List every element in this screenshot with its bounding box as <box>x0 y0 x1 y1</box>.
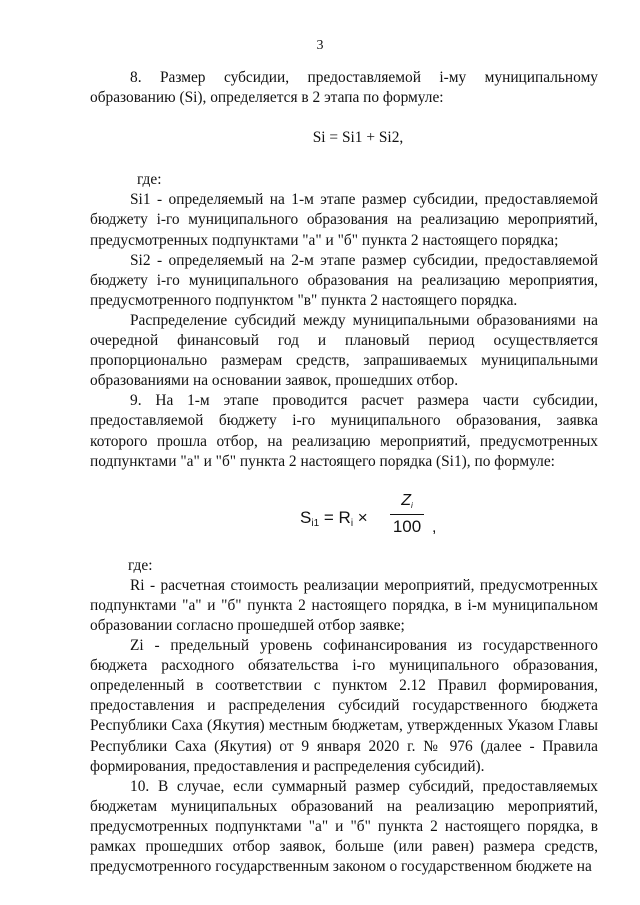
page-number: 3 <box>316 38 324 53</box>
paragraph-9: 9. На 1-м этапе проводится расчет размера части субсидии, предоставляемой бюджету i-го муниципального образования, заявка которого прошла отбор, на реализацию мероприятий, предусмотренных подпунктами "а" и "б" пункта 2 настоящего порядка (Si1), по формуле: <box>90 392 598 470</box>
fraction-denominator: 100 <box>392 516 422 536</box>
formula-si-total: Si = Si1 + Si2, <box>312 129 404 147</box>
fraction-numerator: $Z_i$ <box>401 491 413 510</box>
definition-ri: Ri - расчетная стоимость реализации мероприятий, предусмотренных подпунктами "а" и "б" пункта 2 настоящего порядка, в i-м муниципальном образовании согласно прошедшей отбор заявке; <box>90 576 598 634</box>
document-body <box>90 68 598 877</box>
fraction-bar <box>390 514 424 515</box>
definition-zi: Zi - предельный уровень софинансирования из государственного бюджета расходного обязательства i-го муниципального образования, определенный в соответствии с пунктом 2.12 Правил формирования, предоставления и распределения субсидий государственного бюджета Республики Саха (Якутия) местным бюджетам, утвержденных Указом Главы Республики Саха (Якутия) от 9 января 2020 г. № 976 (далее - Правила формирования, предоставления и распределения субсидий). <box>90 637 598 775</box>
formula-si1-fraction <box>390 488 424 537</box>
definition-si1: Si1 - определяемый на 1-м этапе размер субсидии, предоставляемой бюджету i-го муниципального образования на реализацию мероприятий, предусмотренных подпунктами "а" и "б" пункта 2 настоящего порядка; <box>90 191 598 249</box>
where-label-1: где: <box>137 171 162 189</box>
formula-si1-comma: , <box>432 518 437 536</box>
distribution-paragraph: Распределение субсидий между муниципальными образованиями на очередной финансовый год и плановый период осуществляется пропорционально размерам средств, запрашиваемых муниципальными образованиями на основании заявок, прошедших отбор. <box>90 311 598 390</box>
where-label-2: где: <box>128 556 153 574</box>
definition-si2: Si2 - определяемый на 2-м этапе размер субсидии, предоставляемой бюджету i-го муниципального образования на реализацию мероприятия, предусмотренного подпунктом "в" пункта 2 настоящего порядка. <box>90 251 598 309</box>
paragraph-10: 10. В случае, если суммарный размер субсидий, предоставляемых бюджетам муниципальных образований на реализацию мероприятий, предусмотренных подпунктами "а" и "б" пункта 2 настоящего порядка, в рамках прошедших отбор заявок, больше (или равен) размера средств, предусмотренного государственным законом о государственном бюджете на <box>90 777 598 876</box>
paragraph-8: 8. Размер субсидии, предоставляемой i-му муниципальному образованию (Si), определяется в 2 этапа по формуле: <box>90 69 598 107</box>
formula-si1-lhs: $S_{i1} = R_i$ × <box>300 507 368 529</box>
formula-si1 <box>90 488 598 546</box>
